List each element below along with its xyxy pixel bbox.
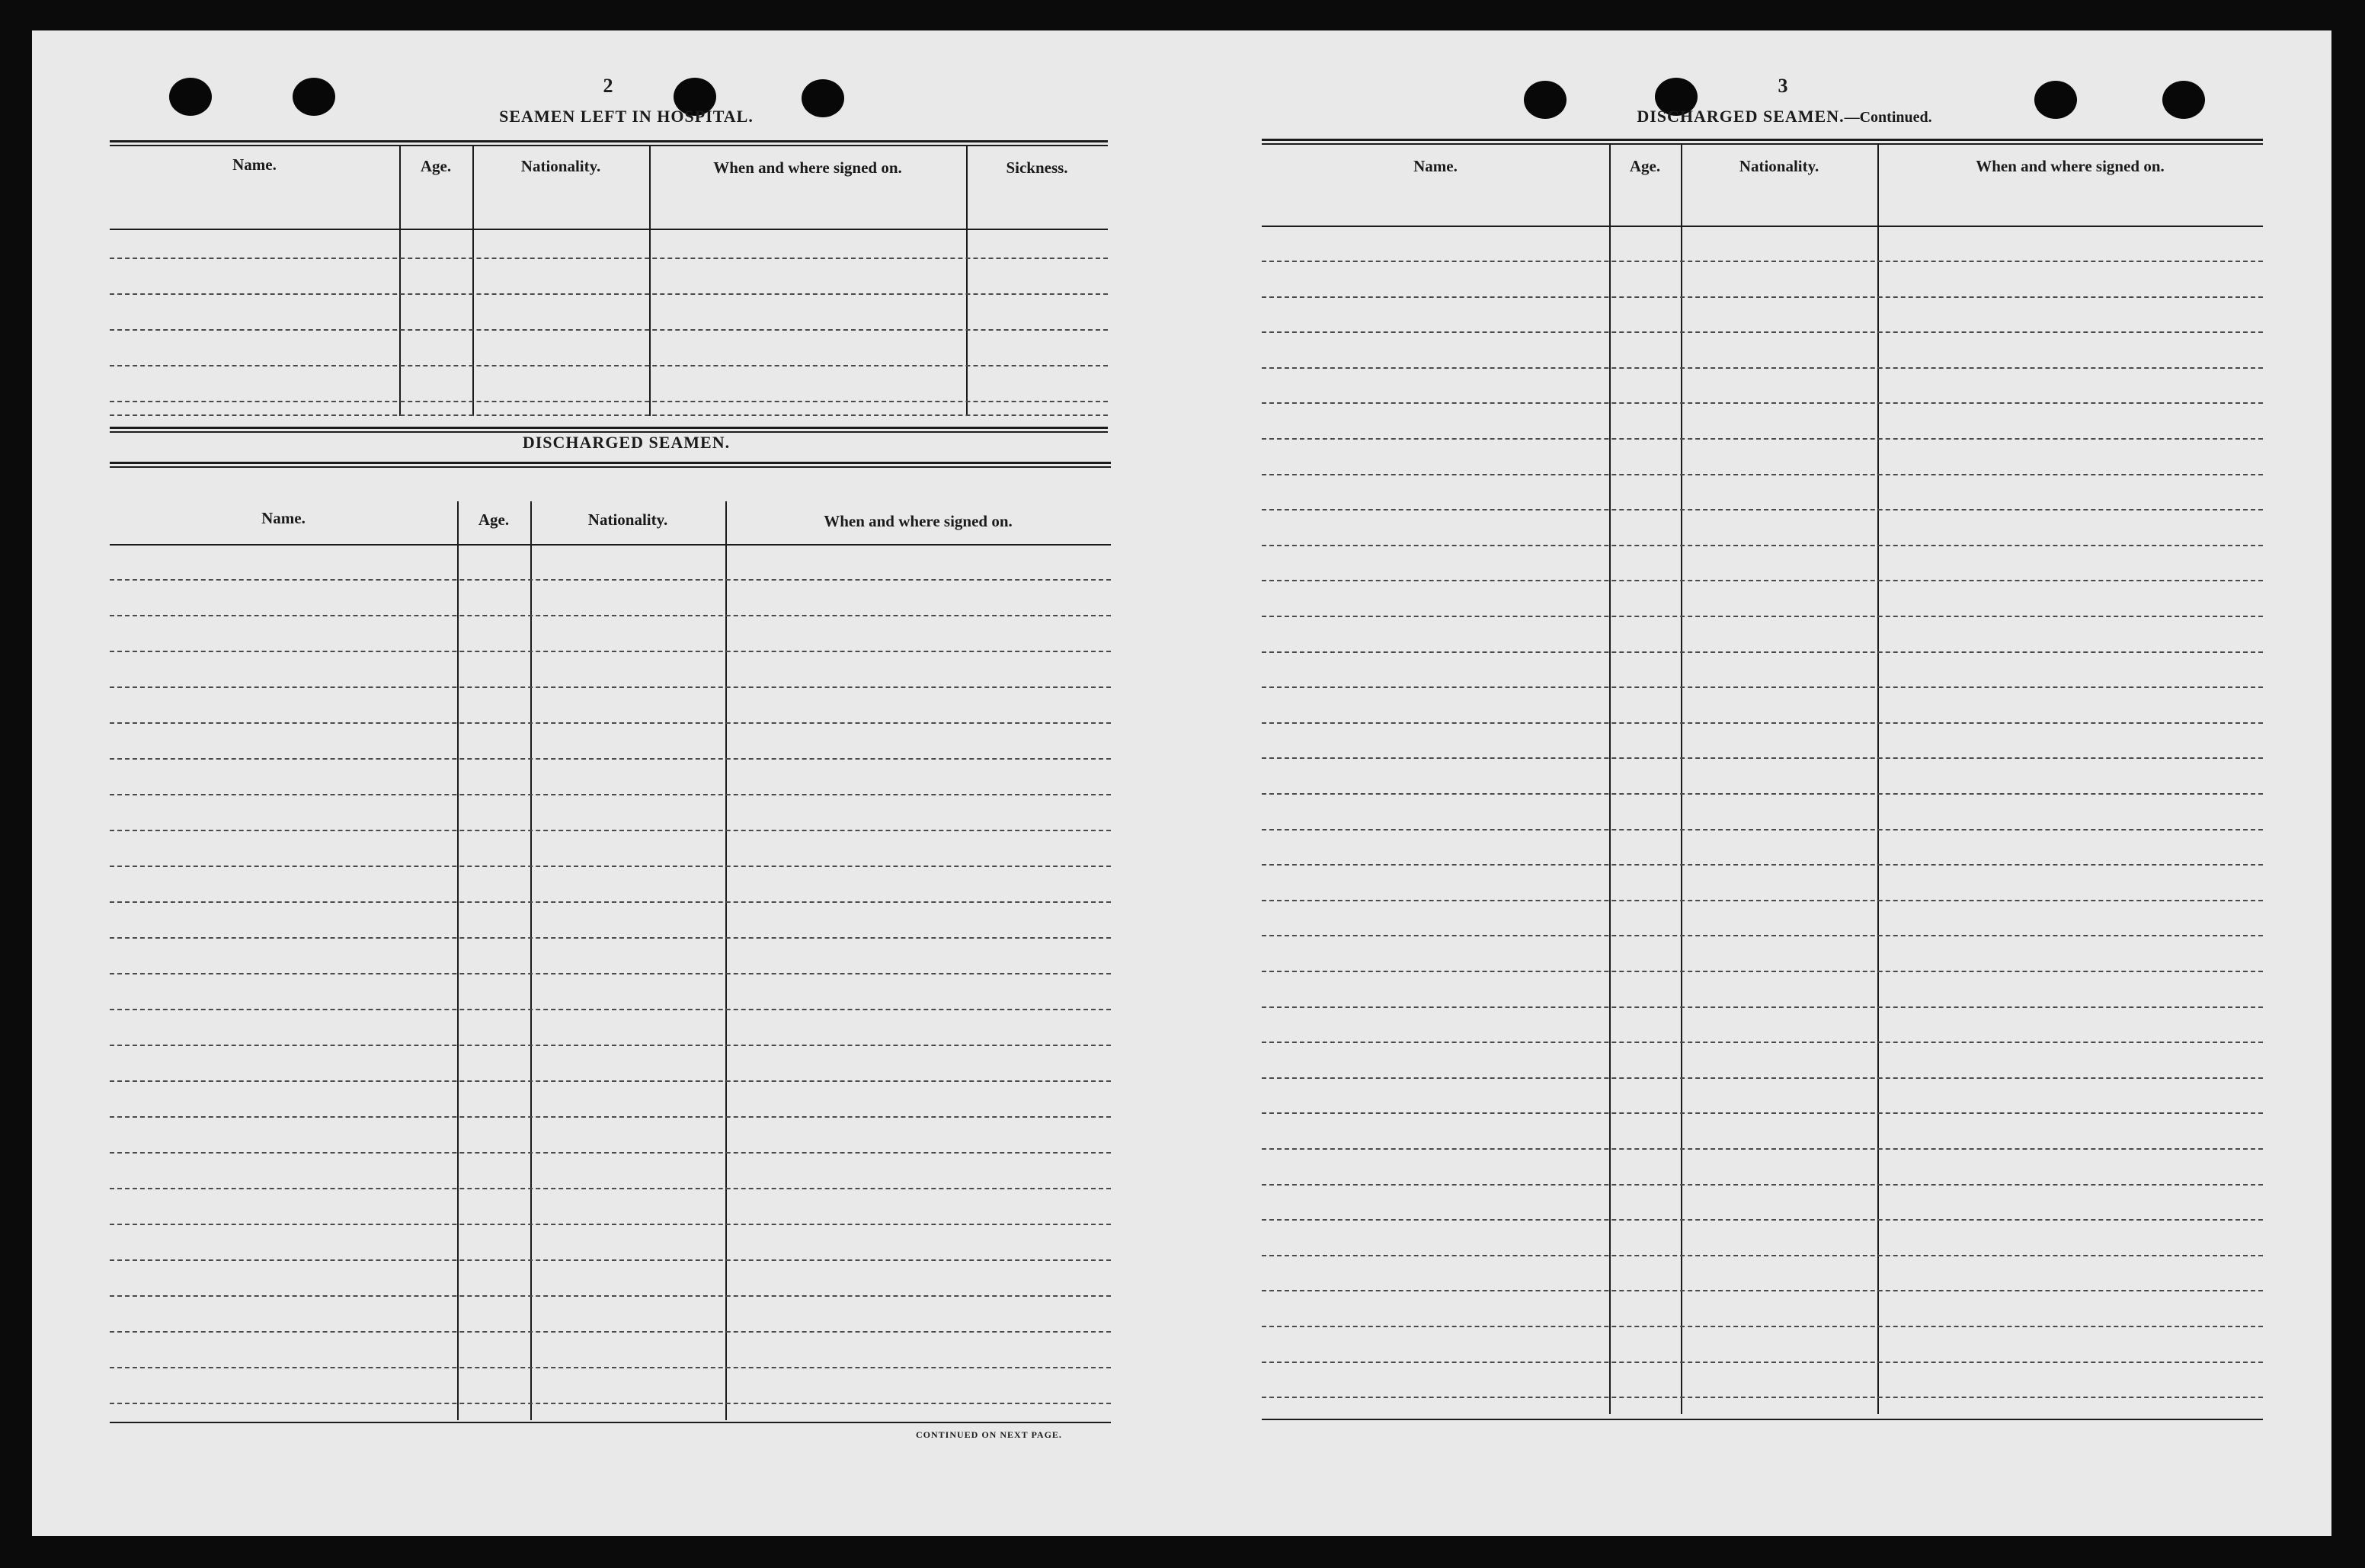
- table-row: [110, 830, 1111, 831]
- table-row: [110, 1152, 1111, 1154]
- table-row: [1262, 1362, 2263, 1363]
- page-number: 3: [1778, 75, 1788, 97]
- table-row: [1262, 402, 2263, 404]
- table-row: [1262, 580, 2263, 581]
- table-row: [110, 794, 1111, 795]
- hospital-section-title: SEAMEN LEFT IN HOSPITAL.: [499, 107, 754, 126]
- table-row: [1262, 1290, 2263, 1291]
- table-row: [110, 1080, 1111, 1082]
- table-row: [1262, 757, 2263, 759]
- column-header-signed-on: When and where signed on.: [824, 512, 1013, 530]
- table-row: [1262, 367, 2263, 369]
- table-row: [1262, 1006, 2263, 1008]
- table-row: [110, 973, 1111, 974]
- table-row: [1262, 331, 2263, 333]
- table-row: [110, 866, 1111, 867]
- table-row: [1262, 1326, 2263, 1327]
- table-row: [1262, 1219, 2263, 1221]
- table-row: [110, 258, 1108, 259]
- column-header-sickness: Sickness.: [1006, 158, 1068, 177]
- column-header-age: Age.: [420, 157, 452, 175]
- discharged-continued-title: [1586, 107, 1983, 126]
- column-header-name: Name.: [232, 155, 277, 174]
- column-header-signed-on: When and where signed on.: [713, 158, 902, 177]
- table-row: [110, 651, 1111, 652]
- table-row: [1262, 1112, 2263, 1114]
- table-row: [1262, 1148, 2263, 1150]
- table-row: [1262, 474, 2263, 475]
- hospital-table: [110, 140, 1108, 453]
- table-row: [110, 1367, 1111, 1368]
- column-header-age: Age.: [478, 510, 510, 529]
- table-row: [110, 722, 1111, 724]
- column-header-nationality: Nationality.: [1739, 157, 1819, 175]
- table-row: [1262, 261, 2263, 262]
- table-row: [110, 293, 1108, 295]
- column-header-name: Name.: [261, 509, 306, 527]
- table-row: [1262, 438, 2263, 440]
- discharged-continued-table: [1262, 139, 2263, 1449]
- table-row: [110, 1331, 1111, 1333]
- table-row: [110, 758, 1111, 760]
- table-row: [110, 1188, 1111, 1189]
- column-header-nationality: Nationality.: [587, 510, 668, 529]
- discharged-section-title: DISCHARGED SEAMEN.: [522, 433, 731, 452]
- table-row: [110, 1295, 1111, 1297]
- table-row: [1262, 545, 2263, 546]
- page-number: 2: [603, 75, 613, 97]
- table-row: [1262, 296, 2263, 298]
- table-row: [110, 1045, 1111, 1046]
- table-row: [110, 615, 1111, 616]
- table-row: [110, 365, 1108, 366]
- column-header-nationality: Nationality.: [520, 157, 601, 175]
- table-row: [1262, 793, 2263, 795]
- table-row: [110, 1403, 1111, 1404]
- continued-note: CONTINUED ON NEXT PAGE.: [916, 1429, 1062, 1440]
- table-row: [110, 937, 1111, 939]
- title-suffix: —Continued.: [1844, 109, 1932, 126]
- table-row: [110, 401, 1108, 402]
- column-header-age: Age.: [1629, 157, 1661, 175]
- right-page: [1182, 30, 2331, 1536]
- table-row: [1262, 1397, 2263, 1398]
- column-header-name: Name.: [1413, 157, 1458, 175]
- table-row: [1262, 971, 2263, 972]
- table-row: [1262, 1042, 2263, 1043]
- table-row: [1262, 1077, 2263, 1079]
- table-row: [1262, 509, 2263, 510]
- table-row: [110, 1259, 1111, 1261]
- form-sheet: [32, 30, 2331, 1536]
- table-row: [1262, 935, 2263, 936]
- table-row: [110, 329, 1108, 331]
- discharged-table: [110, 462, 1111, 1429]
- table-row: [110, 1116, 1111, 1118]
- table-row: [1262, 651, 2263, 653]
- table-row: [110, 1009, 1111, 1010]
- table-row: [1262, 616, 2263, 617]
- table-row: [110, 686, 1111, 688]
- column-header-signed-on: When and where signed on.: [1976, 157, 2165, 175]
- table-row: [1262, 686, 2263, 688]
- table-row: [110, 579, 1111, 581]
- table-row: [1262, 864, 2263, 866]
- table-row: [1262, 1255, 2263, 1256]
- title-text: DISCHARGED SEAMEN.: [1637, 107, 1845, 126]
- table-row: [1262, 829, 2263, 830]
- table-row: [1262, 722, 2263, 724]
- table-row: [110, 901, 1111, 903]
- left-page: [32, 30, 1182, 1536]
- table-row: [1262, 1184, 2263, 1186]
- table-row: [1262, 900, 2263, 901]
- table-row: [110, 1224, 1111, 1225]
